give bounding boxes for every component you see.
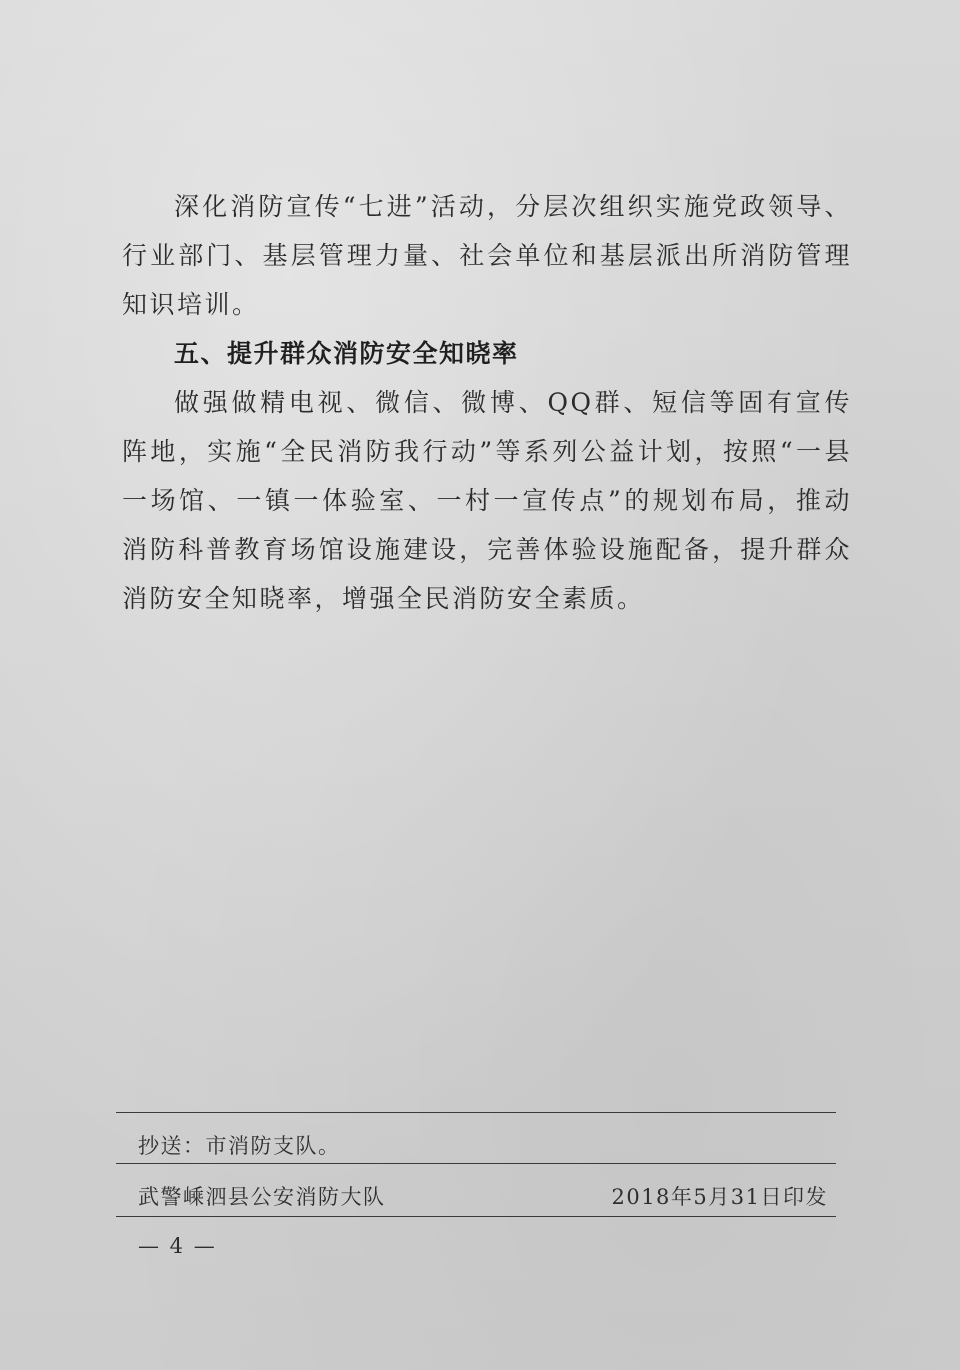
issue-date: 2018年5月31日印发 — [611, 1185, 828, 1209]
footer-middle-rule — [116, 1163, 836, 1164]
cc-line: 抄送：市消防支队。 — [138, 1134, 341, 1158]
paragraph-1: 深化消防宣传“七进”活动，分层次组织实施党政领导、行业部门、基层管理力量、社会单位和基层派出所消防管理知识培训。 — [122, 192, 852, 319]
page-number: — 4 — — [138, 1234, 217, 1258]
document-body — [122, 182, 852, 623]
footer-top-rule — [116, 1112, 836, 1113]
issuer-row — [138, 1181, 828, 1211]
paragraph-2: 做强做精电视、微信、微博、QQ群、短信等固有宣传阵地，实施“全民消防我行动”等系列公益计划，按照“一县一场馆、一镇一体验室、一村一宣传点”的规划布局，推动消防科普教育场馆设施建设，完善体验设施配备，提升群众消防安全知晓率，增强全民消防安全素质。 — [122, 388, 852, 613]
issuer-name: 武警嵊泗县公安消防大队 — [138, 1185, 386, 1209]
footer-bottom-rule — [116, 1216, 836, 1217]
section-heading-5: 五、提升群众消防安全知晓率 — [174, 339, 519, 368]
